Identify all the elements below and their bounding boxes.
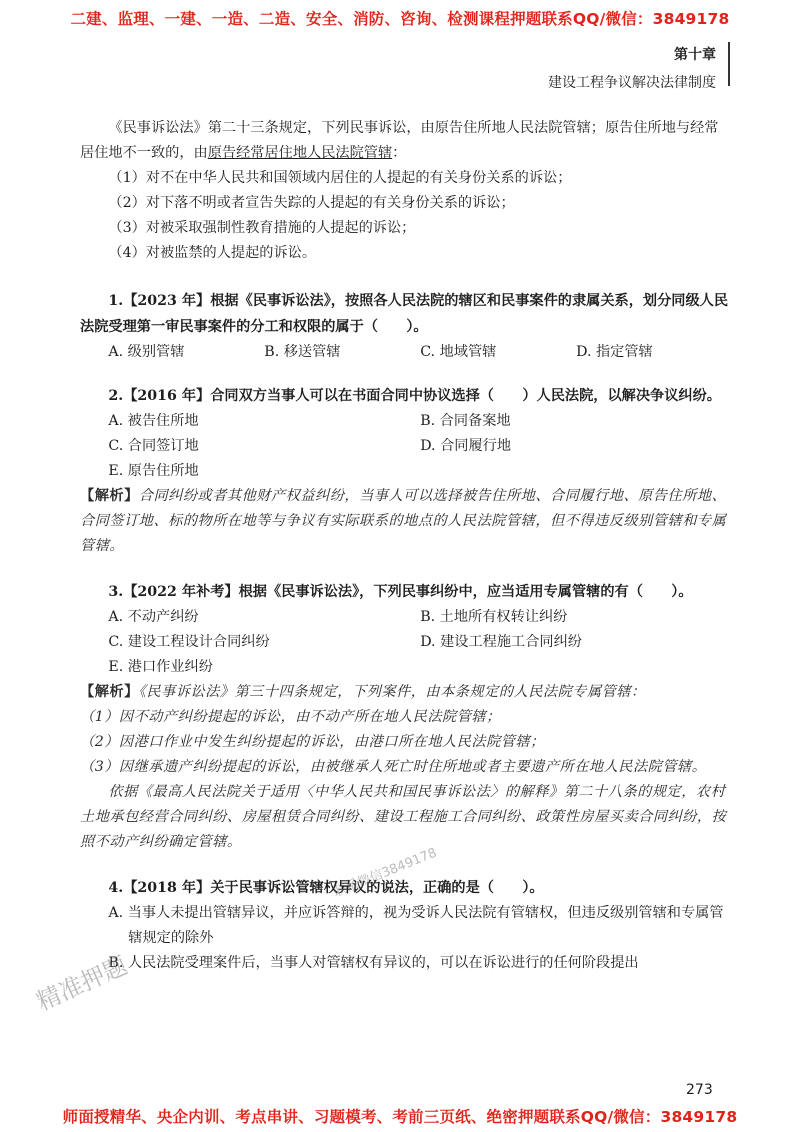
- question-3-options-row: [80, 630, 732, 655]
- analysis-item: （1）因不动产纠纷提起的诉讼，由不动产所在地人民法院管辖；: [80, 709, 501, 725]
- chapter-divider: [728, 42, 730, 86]
- question-2-options-row: [80, 434, 732, 459]
- option: B. 人民法院受理案件后，当事人对管辖权有异议的，可以在诉讼进行的任何阶段提出: [108, 955, 639, 971]
- option: E. 原告住所地: [108, 463, 199, 479]
- intro-text: 《民事诉讼法》第二十三条规定，下列民事诉讼，由原告住所地人民法院管辖；原告住所地与经常居住地不一致的，由: [80, 120, 719, 161]
- chapter-title: 建设工程争议解决法律制度: [548, 75, 716, 91]
- question-2-stem: 2.【2016 年】合同双方当事人可以在书面合同中协议选择（ ）人民法院，以解决争议纠纷。: [108, 388, 721, 404]
- option: A. 不动产纠纷: [108, 609, 199, 625]
- option: D. 建设工程施工合同纠纷: [420, 634, 582, 650]
- option: A. 被告住所地: [108, 413, 199, 429]
- intro-item: （1）对不在中华人民共和国领域内居住的人提起的有关身份关系的诉讼；: [108, 170, 572, 186]
- question-4-stem: 4.【2018 年】关于民事诉讼管辖权异议的说法，正确的是（ ）。: [108, 880, 544, 896]
- page-number: 273: [686, 1082, 713, 1098]
- analysis-text: 《民事诉讼法》第三十四条规定，下列案件，由本条规定的人民法院专属管辖：: [138, 684, 646, 700]
- question-2-options-row: [80, 409, 732, 434]
- intro-underlined-text: 原告经常居住地人民法院管辖: [207, 145, 393, 161]
- bottom-promo-banner: 师面授精华、央企内训、考点串讲、习题模考、考前三页纸、绝密押题联系QQ/微信：3849178: [62, 1108, 738, 1126]
- chapter-header: [548, 44, 716, 92]
- top-promo-banner: 二建、监理、一建、一造、二造、安全、消防、咨询、检测课程押题联系QQ/微信：3849178: [70, 10, 730, 28]
- option: C. 建设工程设计合同纠纷: [108, 634, 270, 650]
- watermark: 联系微信3849178: [331, 845, 440, 901]
- option: D. 合同履行地: [420, 438, 512, 454]
- analysis-item: （3）因继承遗产纠纷提起的诉讼，由被继承人死亡时住所地或者主要遗产所在地人民法院管辖。: [80, 759, 707, 775]
- intro-paragraph: [80, 116, 732, 166]
- analysis-text: 合同纠纷或者其他财产权益纠纷，当事人可以选择被告住所地、合同履行地、原告住所地、合同签订地、标的物所在地等与争议有实际联系的地点的人民法院管辖，但不得违反级别管辖和专属管辖。: [80, 488, 727, 554]
- intro-colon: ：: [392, 145, 407, 161]
- analysis-extra: 依据《最高人民法院关于适用〈中华人民共和国民事诉讼法〉的解释》第二十八条的规定，农村土地承包经营合同纠纷、房屋租赁合同纠纷、建设工程施工合同纠纷、政策性房屋买卖合同纠纷，按照不动产纠纷确定管辖。: [80, 784, 727, 850]
- intro-item: （4）对被监禁的人提起的诉讼。: [108, 245, 317, 261]
- option: B. 土地所有权转让纠纷: [420, 609, 568, 625]
- option: C. 合同签订地: [108, 438, 199, 454]
- option: A. 当事人未提出管辖异议，并应诉答辩的，视为受诉人民法院有管辖权，但违反级别管辖和专属管辖规定的除外: [108, 905, 724, 946]
- question-1-stem: 1.【2023 年】根据《民事诉讼法》，按照各人民法院的辖区和民事案件的隶属关系，划分同级人民法院受理第一审民事案件的分工和权限的属于（ ）。: [80, 293, 729, 335]
- option: E. 港口作业纠纷: [108, 659, 213, 675]
- question-2-options-row: [80, 459, 732, 484]
- option: C. 地域管辖: [420, 344, 497, 360]
- page-content: [80, 116, 732, 976]
- option: A. 级别管辖: [108, 344, 185, 360]
- option: B. 移送管辖: [264, 344, 341, 360]
- question-3-options-row: [80, 655, 732, 680]
- intro-item: （2）对下落不明或者宣告失踪的人提起的有关身份关系的诉讼；: [108, 195, 515, 211]
- question-2-analysis: [80, 484, 732, 559]
- analysis-item: （2）因港口作业中发生纠纷提起的诉讼，由港口所在地人民法院管辖；: [80, 734, 545, 750]
- option: D. 指定管辖: [576, 344, 653, 360]
- option: B. 合同备案地: [420, 413, 511, 429]
- question-3-analysis: [80, 680, 732, 705]
- watermark: 精准押题: [32, 951, 132, 1017]
- question-3-options-row: [80, 605, 732, 630]
- question-3-stem: 3.【2022 年补考】根据《民事诉讼法》，下列民事纠纷中，应当适用专属管辖的有（ ）。: [108, 584, 693, 600]
- question-1-options: [80, 340, 732, 365]
- chapter-number: 第十章: [674, 47, 716, 63]
- analysis-label: 【解析】: [80, 488, 139, 504]
- intro-item: （3）对被采取强制性教育措施的人提起的诉讼；: [108, 220, 416, 236]
- analysis-label: 【解析】: [80, 684, 139, 700]
